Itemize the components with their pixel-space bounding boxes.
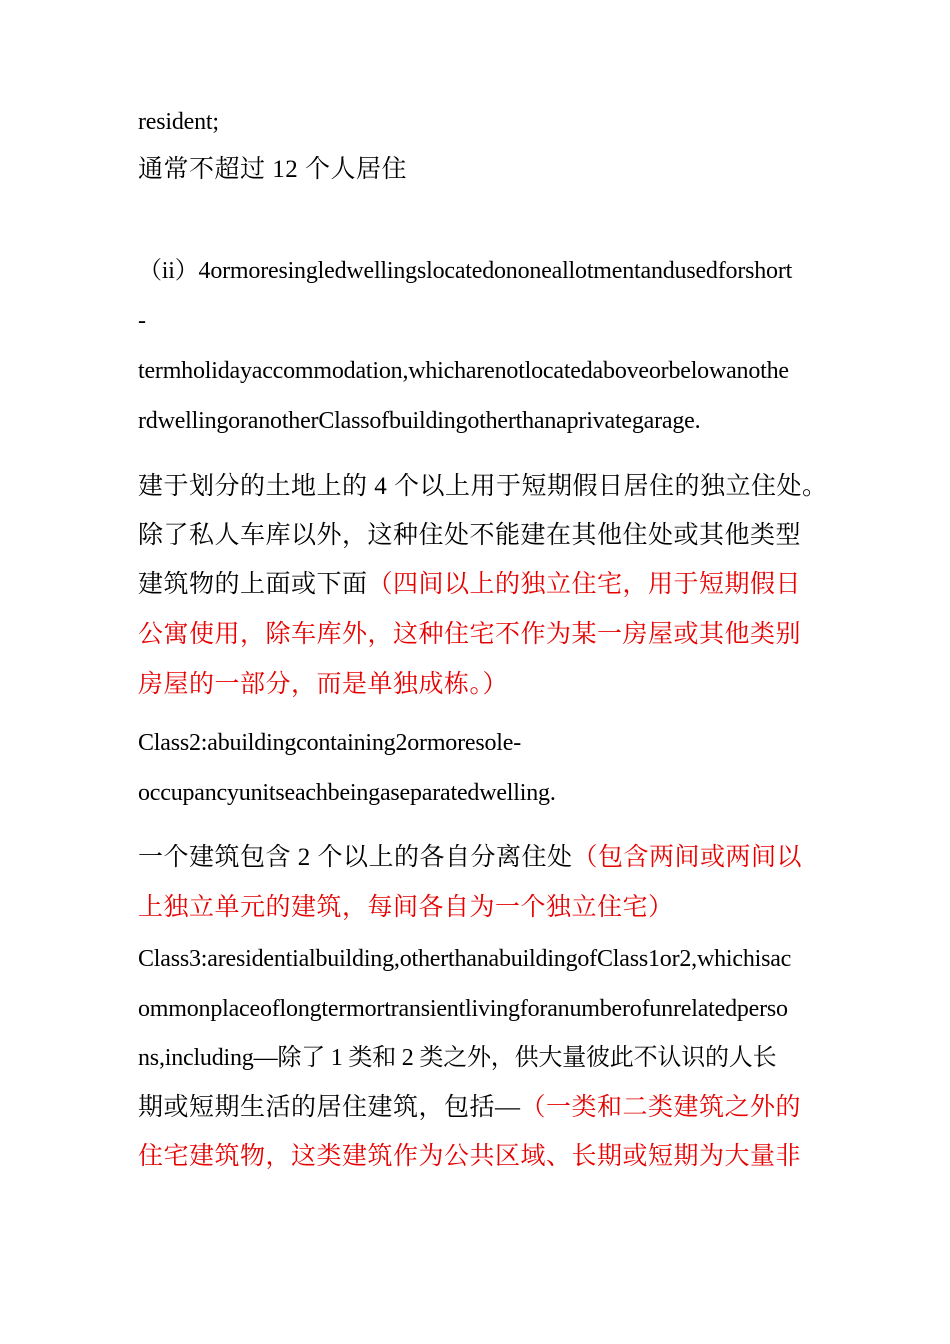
text-segment: resident; — [138, 109, 219, 135]
text-segment: 除了私人车库以外，这种住处不能建在其他住处或其他类型 — [138, 522, 802, 549]
text-segment: rdwellingoranotherClassofbuildingotherthanaprivategarage. — [138, 408, 701, 434]
text-line — [138, 357, 789, 385]
text-line — [138, 108, 219, 136]
text-line — [138, 945, 791, 973]
text-line — [138, 473, 828, 501]
text-line — [138, 257, 792, 285]
text-line — [138, 407, 700, 435]
annotation-segment: 公寓使用，除车库外，这种住宅不作为某一房屋或其他类别 — [138, 621, 802, 648]
annotation-segment: （一类和二类建筑之外的 — [520, 1094, 802, 1121]
text-line — [138, 779, 556, 807]
text-segment: 一个建筑包含 2 个以上的各自分离住处 — [138, 844, 573, 871]
text-segment: occupancyunitseachbeingaseparatedwelling. — [138, 780, 556, 806]
annotation-segment: （包含两间或两间以 — [572, 844, 803, 871]
text-segment: Class2:abuildingcontaining2ormoresole- — [138, 730, 521, 756]
text-line — [138, 1094, 801, 1122]
text-segment: Class3:aresidentialbuilding,otherthanabuildingofClass1or2,whichisac — [138, 946, 792, 972]
text-line — [138, 307, 146, 335]
text-segment: 期或短期生活的居住建筑，包括— — [138, 1094, 521, 1121]
text-segment: （ii）4ormoresingledwellingslocatedononeallotmentandusedforshort — [138, 258, 793, 284]
text-line — [138, 995, 788, 1023]
annotation-segment: 上独立单元的建筑，每间各自为一个独立住宅） — [138, 894, 674, 921]
text-segment: ommonplaceoflongtermortransientlivingforanumberofunrelatedperso — [138, 996, 788, 1022]
text-line — [138, 729, 521, 757]
text-line — [138, 522, 801, 550]
text-segment: 建筑物的上面或下面 — [138, 571, 368, 598]
text-segment: - — [138, 308, 146, 334]
text-line — [138, 844, 802, 872]
text-line — [138, 571, 801, 599]
annotation-segment: 房屋的一部分，而是单独成栋。） — [138, 671, 509, 698]
text-line — [138, 621, 801, 649]
text-segment: ns,including—除了 1 类和 2 类之外，供大量彼此不认识的人长 — [138, 1045, 777, 1071]
text-segment: 通常不超过 12 个人居住 — [138, 156, 408, 183]
text-line — [138, 1143, 801, 1171]
text-segment: 建于划分的土地上的 4 个以上用于短期假日居住的独立住处。 — [138, 473, 828, 500]
annotation-segment: （四间以上的独立住宅，用于短期假日 — [367, 571, 802, 598]
text-line — [138, 671, 508, 699]
text-line — [138, 894, 674, 922]
text-segment: termholidayaccommodation,whicharenotlocatedaboveorbelowanothe — [138, 358, 789, 384]
text-line — [138, 1044, 776, 1072]
text-line — [138, 156, 407, 184]
annotation-segment: 住宅建筑物，这类建筑作为公共区域、长期或短期为大量非 — [138, 1143, 802, 1170]
